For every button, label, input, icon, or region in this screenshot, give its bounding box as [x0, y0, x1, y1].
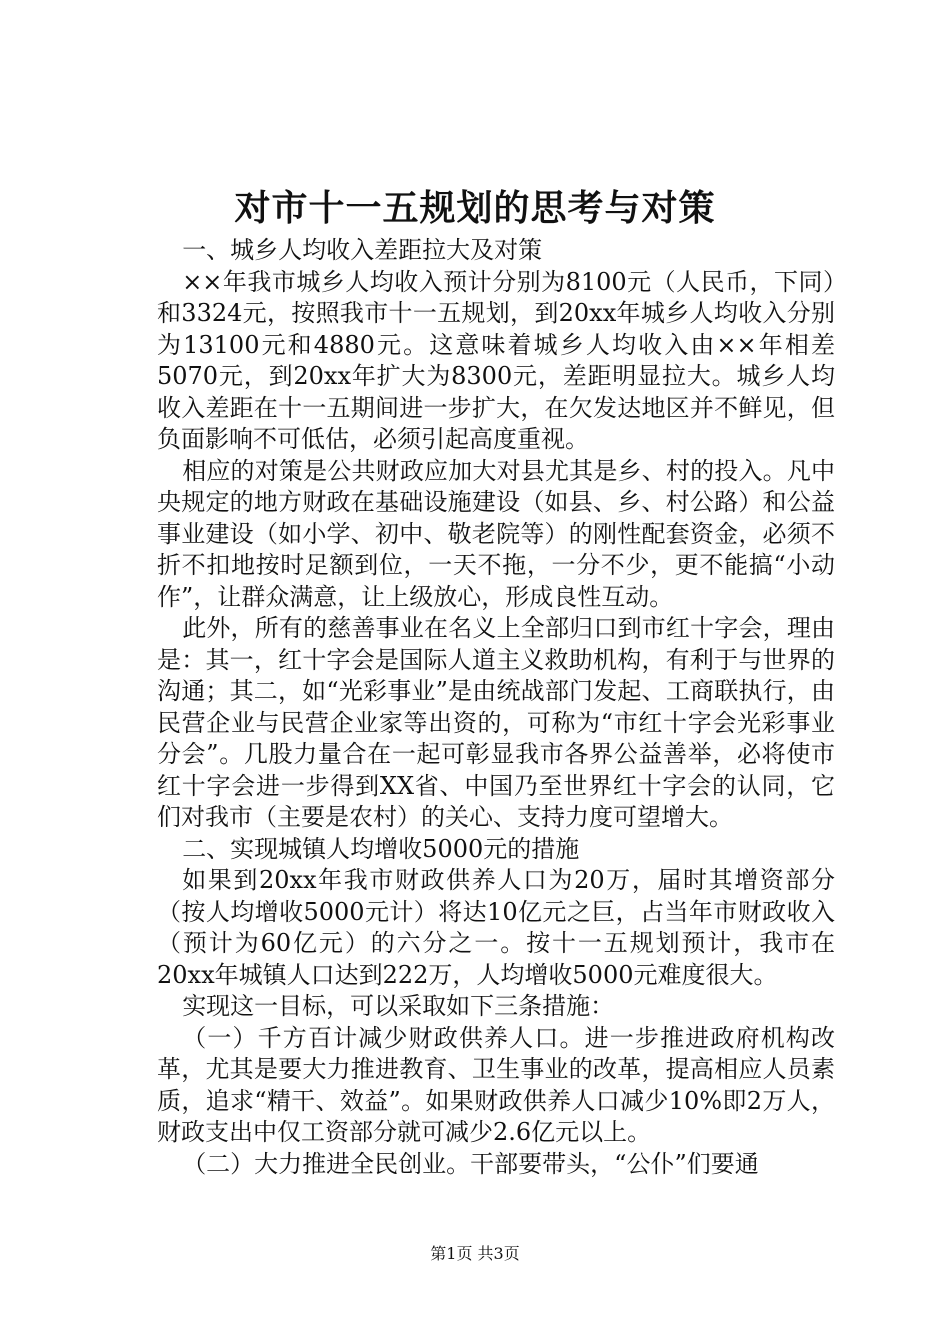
paragraph: 此外，所有的慈善事业在名义上全部归口到市红十字会，理由是：其一，红十字会是国际人道主义救助机构，有利于与世界的沟通；其二，如“光彩事业”是由统战部门发起、工商联执行，由民营企业与民营企业家等出资的，可称为“市红十字会光彩事业分会”。几股力量合在一起可彰显我市各界公益善举，必将使市红十字会进一步得到XX省、中国乃至世界红十字会的认同，它们对我市（主要是农村）的关心、支持力度可望增大。 — [157, 614, 835, 831]
paragraph: （一）千方百计减少财政供养人口。进一步推进政府机构改革，尤其是要大力推进教育、卫生事业的改革，提高相应人员素质，追求“精干、效益”。如果财政供养人口减少10%即2万人，财政支出中仅工资部分就可减少2.6亿元以上。 — [157, 1023, 835, 1146]
paragraph: 实现这一目标，可以采取如下三条措施： — [182, 992, 615, 1020]
paragraph: （二）大力推进全民创业。干部要带头，“公仆”们要通 — [182, 1149, 759, 1178]
paragraph: 相应的对策是公共财政应加大对县尤其是乡、村的投入。凡中央规定的地方财政在基础设施建设（如县、乡、村公路）和公益事业建设（如小学、初中、敬老院等）的刚性配套资金，必须不折不扣地按时足额到位，一天不拖，一分不少，更不能搞“小动作”，让群众满意，让上级放心，形成良性互动。 — [157, 456, 835, 611]
section-heading-1: 一、城乡人均收入差距拉大及对策 — [182, 236, 543, 264]
document-title: 对市十一五规划的思考与对策 — [234, 187, 716, 229]
section-heading-2: 二、实现城镇人均增收5000元的措施 — [182, 834, 580, 863]
document-body — [157, 235, 835, 1180]
paragraph: ××年我市城乡人均收入预计分别为8100元（人民币，下同）和3324元，按照我市十一五规划，到20xx年城乡人均收入分别为13100元和4880元。这意味着城乡人均收入由××年相差5070元，到20xx年扩大为8300元，差距明显拉大。城乡人均收入差距在十一五期间进一步扩大，在欠发达地区并不鲜见，但负面影响不可低估，必须引起高度重视。 — [157, 267, 835, 453]
page-footer: 第1页 共3页 — [430, 1244, 520, 1263]
paragraph: 如果到20xx年我市财政供养人口为20万，届时其增资部分（按人均增收5000元计）将达10亿元之巨，占当年市财政收入（预计为60亿元）的六分之一。按十一五规划预计，我市在20xx年城镇人口达到222万，人均增收5000元难度很大。 — [157, 866, 835, 989]
